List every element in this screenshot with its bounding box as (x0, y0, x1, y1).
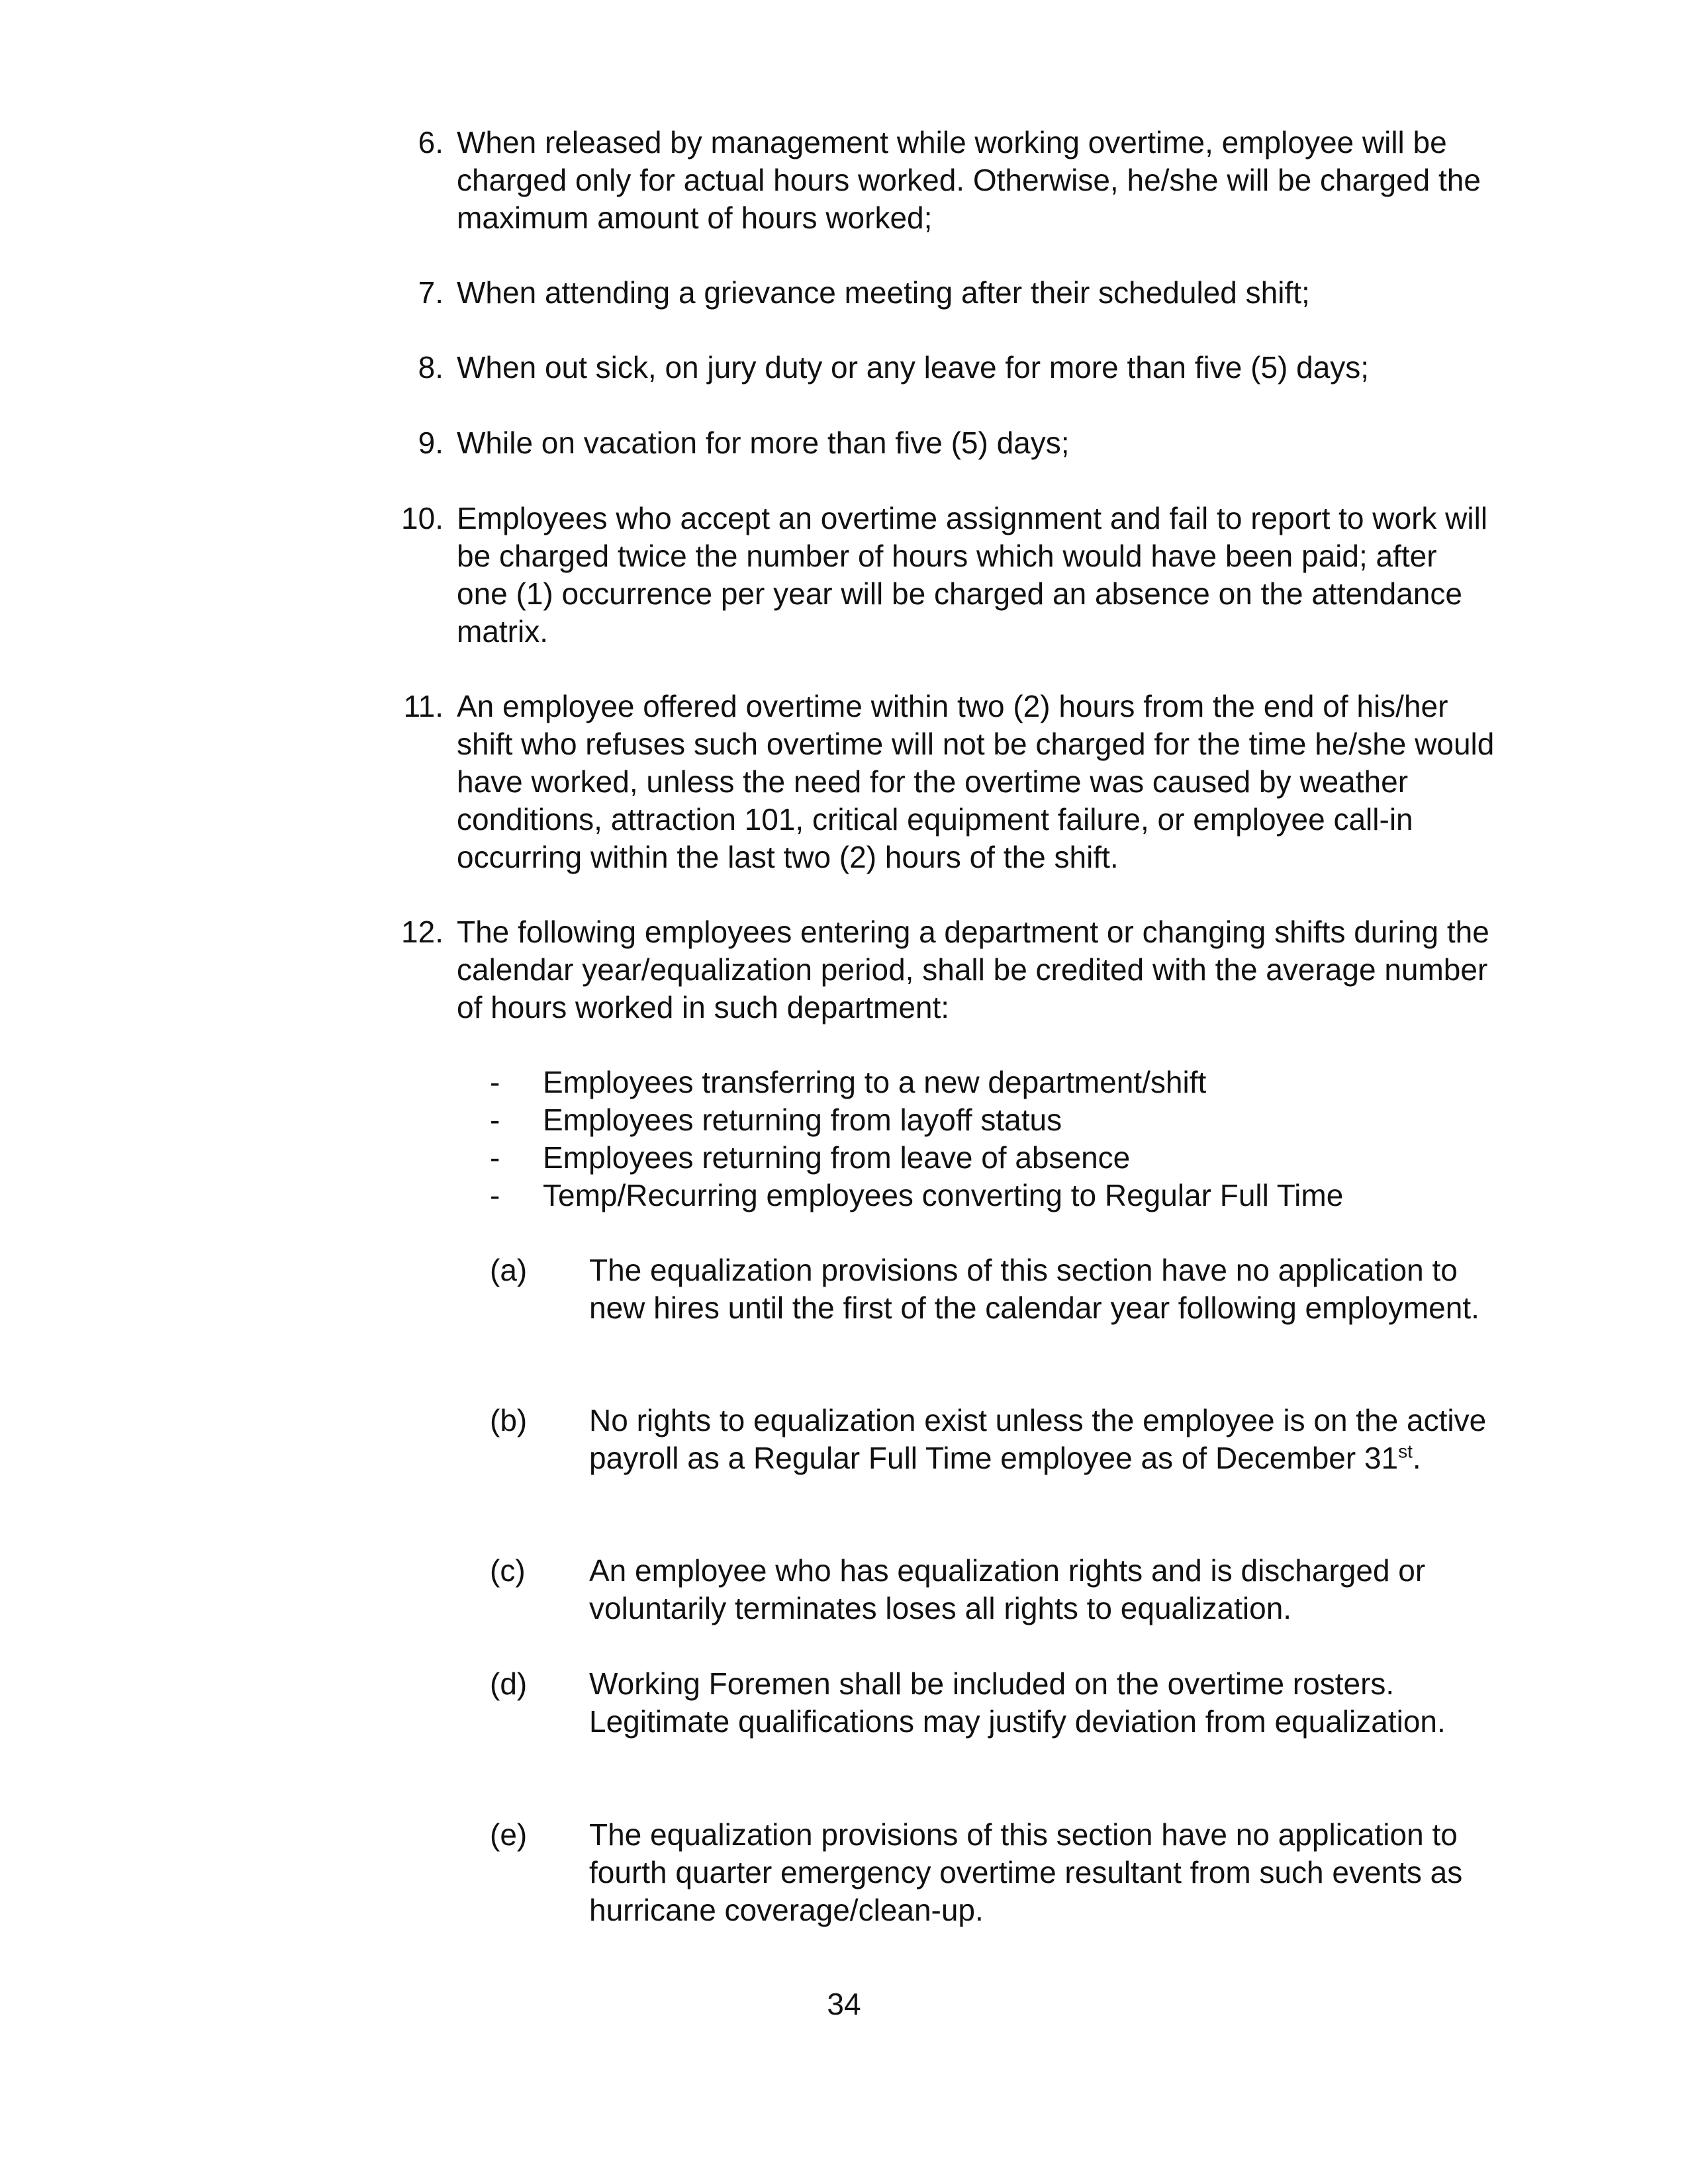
bullet-text: Employees returning from layoff status (543, 1103, 1062, 1137)
page-number: 34 (827, 1987, 861, 2021)
item-number: 6. (418, 125, 444, 159)
bullet-item (490, 1101, 1483, 1139)
sub-item-label: (e) (490, 1817, 528, 1852)
sub-item-label: (a) (490, 1253, 528, 1287)
item-number: 8. (418, 350, 444, 385)
item-number: 10. (401, 501, 444, 535)
sub-item-text: An employee who has equalization rights and is discharged or voluntarily terminates loses all rights to equalization. (589, 1553, 1426, 1625)
sub-item-text: The equalization provisions of this section have no application to new hires until the first of the calendar year following employment. (589, 1253, 1479, 1325)
dash-marker: - (490, 1140, 500, 1175)
ordinal-superscript: st (1398, 1441, 1413, 1462)
sub-item-text-main: No rights to equalization exist unless the employee is on the active payroll as a Regular Full Time employee as of December 31 (589, 1403, 1487, 1475)
item-text: The following employees entering a department or changing shifts during the calendar year/equalization period, shall be credited with the average number of hours worked in such department: (457, 915, 1489, 1024)
item-text: When out sick, on jury duty or any leave for more than five (5) days; (457, 350, 1370, 385)
item-number: 12. (401, 915, 444, 949)
bullet-text: Employees transferring to a new department/shift (543, 1065, 1207, 1099)
item-number: 9. (418, 426, 444, 460)
bullet-text: Employees returning from leave of absence (543, 1140, 1131, 1175)
bullet-item (490, 1177, 1483, 1214)
dash-marker: - (490, 1103, 500, 1137)
item-text: When released by management while working overtime, employee will be charged only for actual hours worked. Otherwise, he/she will be charged the maximum amount of hours worked; (457, 125, 1481, 235)
sub-item-label: (c) (490, 1553, 526, 1588)
bullet-text: Temp/Recurring employees converting to Regular Full Time (543, 1178, 1344, 1212)
sub-item-text (589, 1402, 1496, 1477)
bullet-list (490, 1064, 1483, 1214)
bullet-item (490, 1139, 1483, 1177)
item-text: While on vacation for more than five (5) days; (457, 426, 1070, 460)
item-number: 11. (403, 689, 444, 723)
dash-marker: - (490, 1178, 500, 1212)
item-text: Employees who accept an overtime assignment and fail to report to work will be charged twice the number of hours which would have been paid; after one (1) occurrence per year will be charged an absence on the attendance matrix. (457, 501, 1488, 649)
sub-item-text: The equalization provisions of this section have no application to fourth quarter emergency overtime resultant from such events as hurricane coverage/clean-up. (589, 1817, 1463, 1927)
sub-item-text: Working Foremen shall be included on the overtime rosters. Legitimate qualifications may justify deviation from equalization. (589, 1666, 1446, 1739)
sub-item-label: (d) (490, 1666, 528, 1701)
item-number: 7. (418, 275, 444, 310)
item-text: An employee offered overtime within two (2) hours from the end of his/her shift who refuses such overtime will not be charged for the time he/she would have worked, unless the need for the overtime was caused by weather conditions, attraction 101, critical equipment failure, or employee call-in occurring within the last two (2) hours of the shift. (457, 689, 1495, 874)
item-text: When attending a grievance meeting after their scheduled shift; (457, 275, 1310, 310)
sub-item-text-end: . (1412, 1441, 1421, 1475)
bullet-item (490, 1064, 1483, 1101)
sub-item-label: (b) (490, 1403, 528, 1437)
dash-marker: - (490, 1065, 500, 1099)
